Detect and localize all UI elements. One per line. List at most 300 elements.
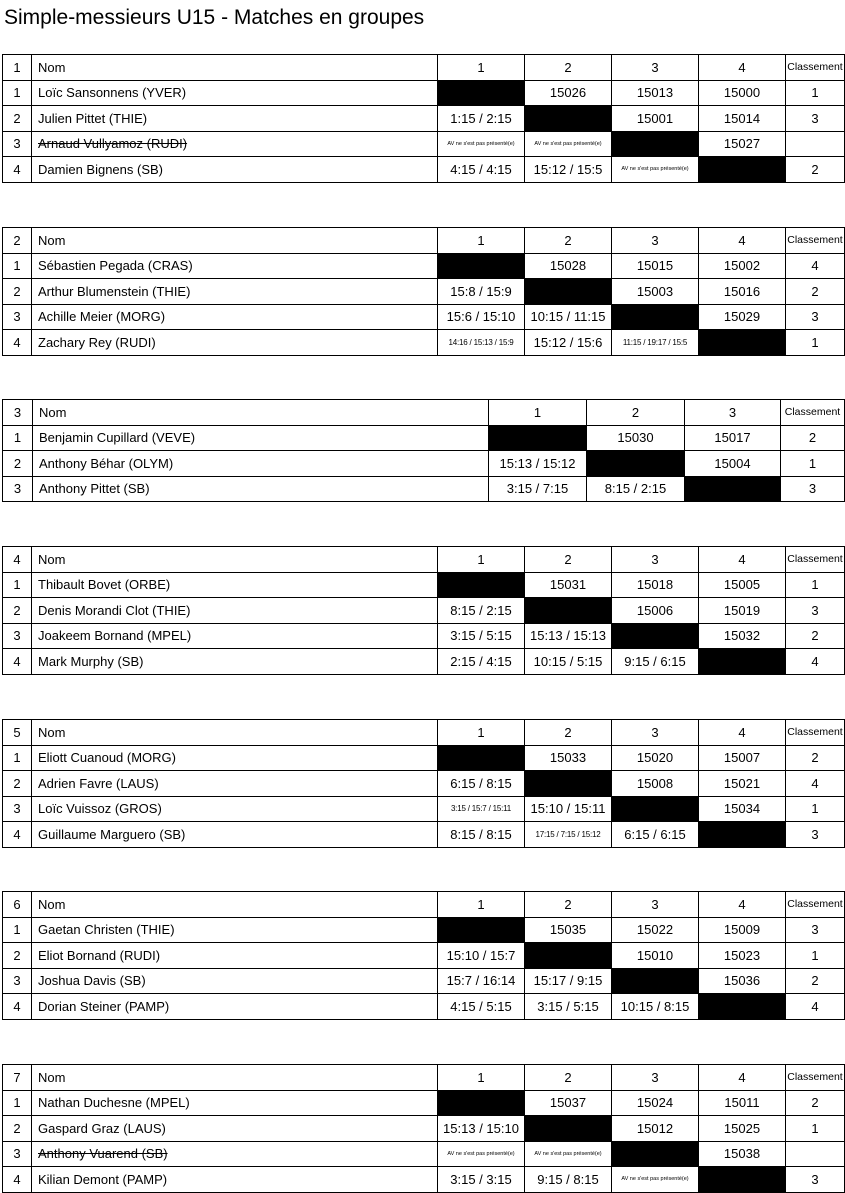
player-rank: 2: [786, 623, 845, 649]
group-table-3: [2, 399, 845, 502]
player-name-cell: [33, 425, 489, 451]
player-position: 4: [3, 1167, 32, 1193]
self-match-blocked-cell: [699, 822, 786, 848]
player-position: 1: [3, 917, 32, 943]
player-name-cell: [32, 80, 438, 106]
match-number-cell: 15016: [699, 279, 786, 305]
match-score-cell: 17:15 / 7:15 / 15:12: [525, 822, 612, 848]
match-number-cell: 15020: [612, 745, 699, 771]
rank-column-header: Classement: [786, 892, 845, 918]
player-name: Nathan Duchesne (MPEL): [38, 1095, 190, 1111]
player-row: [3, 943, 845, 969]
match-number-cell: 15033: [525, 745, 612, 771]
opponent-column-header: 2: [525, 720, 612, 746]
player-row: [3, 106, 845, 132]
self-match-blocked-cell: [525, 598, 612, 624]
player-row: [3, 330, 845, 356]
rank-column-header: Classement: [786, 55, 845, 81]
player-row: [3, 623, 845, 649]
player-name: Adrien Favre (LAUS): [38, 775, 159, 791]
player-name-cell: [32, 623, 438, 649]
player-name-cell: [32, 106, 438, 132]
player-rank: 3: [786, 917, 845, 943]
player-row: [3, 304, 845, 330]
match-score-cell: 6:15 / 8:15: [438, 771, 525, 797]
player-name: Anthony Vuarend (SB): [38, 1146, 168, 1162]
match-score-cell: 15:17 / 9:15: [525, 968, 612, 994]
player-rank: 3: [786, 822, 845, 848]
player-position: 4: [3, 649, 32, 675]
group-number: 3: [3, 400, 33, 426]
opponent-column-header: 1: [438, 892, 525, 918]
self-match-blocked-cell: [612, 1141, 699, 1167]
match-number-cell: 15034: [699, 796, 786, 822]
player-position: 4: [3, 157, 32, 183]
match-number-cell: 15012: [612, 1116, 699, 1142]
opponent-column-header: 3: [612, 228, 699, 254]
match-score-cell: 10:15 / 8:15: [612, 994, 699, 1020]
player-row: [3, 1141, 845, 1167]
group-number: 4: [3, 547, 32, 573]
match-score-cell: 15:13 / 15:13: [525, 623, 612, 649]
player-rank: 4: [786, 994, 845, 1020]
player-position: 4: [3, 994, 32, 1020]
page-title: Simple-messieurs U15 - Matches en groupes: [4, 6, 425, 29]
player-name: Loïc Sansonnens (YVER): [38, 85, 187, 101]
self-match-blocked-cell: [438, 917, 525, 943]
opponent-column-header: 2: [587, 400, 685, 426]
match-number-cell: 15015: [612, 253, 699, 279]
self-match-blocked-cell: [525, 771, 612, 797]
group-number: 1: [3, 55, 32, 81]
player-name: Kilian Demont (PAMP): [38, 1171, 168, 1187]
group-table-1: [2, 54, 845, 183]
player-name-cell: [32, 157, 438, 183]
player-row: [3, 253, 845, 279]
group-table-7: [2, 1064, 845, 1193]
group-header-row: [3, 547, 845, 573]
player-name-cell: [32, 253, 438, 279]
player-rank: 4: [786, 253, 845, 279]
opponent-column-header: 4: [699, 547, 786, 573]
player-rank: 2: [786, 968, 845, 994]
name-column-header: Nom: [32, 547, 438, 573]
player-position: 1: [3, 80, 32, 106]
player-rank: 1: [786, 943, 845, 969]
player-name-cell: [32, 304, 438, 330]
player-position: 3: [3, 476, 33, 502]
group-header-row: [3, 228, 845, 254]
self-match-blocked-cell: [699, 157, 786, 183]
walkover-cell: AV ne s'est pas présenté(e): [612, 157, 699, 183]
player-row: [3, 994, 845, 1020]
player-rank: 4: [786, 649, 845, 675]
opponent-column-header: 3: [685, 400, 781, 426]
player-name: Julien Pittet (THIE): [38, 110, 148, 126]
walkover-cell: AV ne s'est pas présenté(e): [438, 1141, 525, 1167]
match-score-cell: 15:6 / 15:10: [438, 304, 525, 330]
match-score-cell: 15:12 / 15:6: [525, 330, 612, 356]
name-column-header: Nom: [32, 720, 438, 746]
player-position: 3: [3, 796, 32, 822]
player-position: 4: [3, 330, 32, 356]
player-rank: 1: [786, 80, 845, 106]
match-number-cell: 15032: [699, 623, 786, 649]
match-number-cell: 15030: [587, 425, 685, 451]
self-match-blocked-cell: [699, 649, 786, 675]
group-number: 6: [3, 892, 32, 918]
opponent-column-header: 2: [525, 547, 612, 573]
player-row: [3, 796, 845, 822]
player-position: 4: [3, 822, 32, 848]
player-row: [3, 572, 845, 598]
match-score-cell: 8:15 / 8:15: [438, 822, 525, 848]
player-rank: 3: [786, 304, 845, 330]
name-column-header: Nom: [32, 892, 438, 918]
name-column-header: Nom: [32, 1065, 438, 1091]
match-number-cell: 15007: [699, 745, 786, 771]
self-match-blocked-cell: [438, 80, 525, 106]
match-number-cell: 15000: [699, 80, 786, 106]
match-number-cell: 15024: [612, 1090, 699, 1116]
player-rank: 2: [786, 1090, 845, 1116]
self-match-blocked-cell: [438, 1090, 525, 1116]
player-name: Arthur Blumenstein (THIE): [38, 283, 191, 299]
player-rank: 3: [781, 476, 845, 502]
self-match-blocked-cell: [612, 796, 699, 822]
player-rank: 2: [786, 157, 845, 183]
player-name: Benjamin Cupillard (VEVE): [39, 430, 196, 446]
self-match-blocked-cell: [685, 476, 781, 502]
rank-column-header: Classement: [786, 720, 845, 746]
self-match-blocked-cell: [489, 425, 587, 451]
player-position: 3: [3, 1141, 32, 1167]
player-position: 1: [3, 1090, 32, 1116]
player-rank: 3: [786, 106, 845, 132]
match-number-cell: 15025: [699, 1116, 786, 1142]
player-row: [3, 1090, 845, 1116]
opponent-column-header: 4: [699, 892, 786, 918]
match-number-cell: 15029: [699, 304, 786, 330]
player-rank: 3: [786, 598, 845, 624]
match-number-cell: 15031: [525, 572, 612, 598]
player-name-cell: [33, 451, 489, 477]
match-score-cell: 6:15 / 6:15: [612, 822, 699, 848]
player-name-cell: [32, 598, 438, 624]
walkover-cell: AV ne s'est pas présenté(e): [438, 131, 525, 157]
player-row: [3, 649, 845, 675]
match-number-cell: 15014: [699, 106, 786, 132]
rank-column-header: Classement: [781, 400, 845, 426]
self-match-blocked-cell: [438, 745, 525, 771]
player-position: 1: [3, 253, 32, 279]
player-position: 3: [3, 131, 32, 157]
opponent-column-header: 1: [438, 720, 525, 746]
match-number-cell: 15003: [612, 279, 699, 305]
player-name: Zachary Rey (RUDI): [38, 334, 156, 350]
opponent-column-header: 1: [438, 55, 525, 81]
opponent-column-header: 3: [612, 892, 699, 918]
self-match-blocked-cell: [525, 1116, 612, 1142]
player-rank: 1: [786, 796, 845, 822]
player-row: [3, 80, 845, 106]
match-number-cell: 15023: [699, 943, 786, 969]
match-number-cell: 15038: [699, 1141, 786, 1167]
match-number-cell: 15037: [525, 1090, 612, 1116]
player-name: Arnaud Vullyamoz (RUDI): [38, 136, 188, 152]
match-number-cell: 15009: [699, 917, 786, 943]
match-number-cell: 15001: [612, 106, 699, 132]
group-header-row: [3, 892, 845, 918]
player-name-cell: [32, 1090, 438, 1116]
player-position: 3: [3, 623, 32, 649]
player-name: Achille Meier (MORG): [38, 309, 166, 325]
player-name-cell: [33, 476, 489, 502]
player-name-cell: [32, 1116, 438, 1142]
player-name: Eliot Bornand (RUDI): [38, 947, 161, 963]
group-header-row: [3, 1065, 845, 1091]
match-score-cell: 4:15 / 5:15: [438, 994, 525, 1020]
match-number-cell: 15018: [612, 572, 699, 598]
player-name: Joakeem Bornand (MPEL): [38, 628, 192, 644]
player-row: [3, 598, 845, 624]
self-match-blocked-cell: [438, 253, 525, 279]
match-score-cell: 14:16 / 15:13 / 15:9: [438, 330, 525, 356]
player-name: Anthony Béhar (OLYM): [39, 455, 174, 471]
player-rank: 1: [786, 1116, 845, 1142]
player-name-cell: [32, 1167, 438, 1193]
match-number-cell: 15002: [699, 253, 786, 279]
player-name: Thibault Bovet (ORBE): [38, 577, 171, 593]
match-number-cell: 15027: [699, 131, 786, 157]
player-position: 2: [3, 106, 32, 132]
match-score-cell: 8:15 / 2:15: [438, 598, 525, 624]
match-score-cell: 3:15 / 5:15: [525, 994, 612, 1020]
match-score-cell: 15:10 / 15:11: [525, 796, 612, 822]
match-score-cell: 15:8 / 15:9: [438, 279, 525, 305]
opponent-column-header: 2: [525, 892, 612, 918]
match-score-cell: 10:15 / 5:15: [525, 649, 612, 675]
match-score-cell: 3:15 / 7:15: [489, 476, 587, 502]
rank-column-header: Classement: [786, 547, 845, 573]
match-score-cell: 4:15 / 4:15: [438, 157, 525, 183]
match-number-cell: 15022: [612, 917, 699, 943]
match-number-cell: 15019: [699, 598, 786, 624]
player-position: 3: [3, 304, 32, 330]
self-match-blocked-cell: [525, 279, 612, 305]
player-position: 1: [3, 572, 32, 598]
group-table-6: [2, 891, 845, 1020]
opponent-column-header: 4: [699, 55, 786, 81]
name-column-header: Nom: [33, 400, 489, 426]
player-name: Mark Murphy (SB): [38, 653, 144, 669]
match-score-cell: 15:12 / 15:5: [525, 157, 612, 183]
group-number: 7: [3, 1065, 32, 1091]
player-position: 2: [3, 771, 32, 797]
match-number-cell: 15035: [525, 917, 612, 943]
player-name-cell: [32, 943, 438, 969]
match-score-cell: 8:15 / 2:15: [587, 476, 685, 502]
player-name-cell: [32, 131, 438, 157]
group-header-row: [3, 720, 845, 746]
group-header-row: [3, 55, 845, 81]
group-table-2: [2, 227, 845, 356]
match-score-cell: 2:15 / 4:15: [438, 649, 525, 675]
match-number-cell: 15008: [612, 771, 699, 797]
opponent-column-header: 1: [489, 400, 587, 426]
player-row: [3, 745, 845, 771]
player-name-cell: [32, 649, 438, 675]
match-number-cell: 15010: [612, 943, 699, 969]
self-match-blocked-cell: [612, 623, 699, 649]
self-match-blocked-cell: [699, 330, 786, 356]
player-row: [3, 157, 845, 183]
player-name: Denis Morandi Clot (THIE): [38, 602, 191, 618]
opponent-column-header: 2: [525, 228, 612, 254]
player-name-cell: [32, 745, 438, 771]
match-score-cell: 9:15 / 6:15: [612, 649, 699, 675]
match-score-cell: 3:15 / 3:15: [438, 1167, 525, 1193]
match-number-cell: 15036: [699, 968, 786, 994]
match-number-cell: 15017: [685, 425, 781, 451]
self-match-blocked-cell: [699, 994, 786, 1020]
player-name: Guillaume Marguero (SB): [38, 826, 186, 842]
match-number-cell: 15028: [525, 253, 612, 279]
player-row: [3, 822, 845, 848]
player-row: [3, 476, 845, 502]
player-name-cell: [32, 968, 438, 994]
match-number-cell: 15011: [699, 1090, 786, 1116]
player-name-cell: [32, 572, 438, 598]
match-score-cell: 15:10 / 15:7: [438, 943, 525, 969]
player-name: Gaspard Graz (LAUS): [38, 1120, 166, 1136]
player-rank: 1: [786, 572, 845, 598]
opponent-column-header: 2: [525, 1065, 612, 1091]
group-number: 2: [3, 228, 32, 254]
player-row: [3, 968, 845, 994]
player-position: 1: [3, 425, 33, 451]
player-rank: [786, 1141, 845, 1167]
player-name: Gaetan Christen (THIE): [38, 922, 175, 938]
player-row: [3, 771, 845, 797]
opponent-column-header: 3: [612, 55, 699, 81]
match-score-cell: 11:15 / 19:17 / 15:5: [612, 330, 699, 356]
player-name: Eliott Cuanoud (MORG): [38, 750, 176, 766]
player-row: [3, 425, 845, 451]
walkover-cell: AV ne s'est pas présenté(e): [525, 1141, 612, 1167]
self-match-blocked-cell: [525, 106, 612, 132]
player-row: [3, 1116, 845, 1142]
walkover-cell: AV ne s'est pas présenté(e): [525, 131, 612, 157]
self-match-blocked-cell: [438, 572, 525, 598]
rank-column-header: Classement: [786, 1065, 845, 1091]
self-match-blocked-cell: [612, 968, 699, 994]
player-row: [3, 451, 845, 477]
player-position: 1: [3, 745, 32, 771]
match-number-cell: 15005: [699, 572, 786, 598]
player-rank: 2: [786, 745, 845, 771]
group-table-5: [2, 719, 845, 848]
player-rank: 1: [781, 451, 845, 477]
opponent-column-header: 4: [699, 720, 786, 746]
player-row: [3, 1167, 845, 1193]
group-header-row: [3, 400, 845, 426]
match-score-cell: 3:15 / 15:7 / 15:11: [438, 796, 525, 822]
self-match-blocked-cell: [587, 451, 685, 477]
group-number: 5: [3, 720, 32, 746]
match-score-cell: 15:13 / 15:10: [438, 1116, 525, 1142]
player-name: Dorian Steiner (PAMP): [38, 998, 170, 1014]
player-name-cell: [32, 771, 438, 797]
player-position: 3: [3, 968, 32, 994]
match-score-cell: 15:13 / 15:12: [489, 451, 587, 477]
player-name: Sébastien Pegada (CRAS): [38, 258, 193, 274]
opponent-column-header: 3: [612, 1065, 699, 1091]
player-rank: 2: [781, 425, 845, 451]
opponent-column-header: 1: [438, 547, 525, 573]
opponent-column-header: 4: [699, 228, 786, 254]
self-match-blocked-cell: [612, 304, 699, 330]
player-position: 2: [3, 1116, 32, 1142]
player-name-cell: [32, 1141, 438, 1167]
player-rank: [786, 131, 845, 157]
player-position: 2: [3, 943, 32, 969]
player-row: [3, 917, 845, 943]
player-name-cell: [32, 994, 438, 1020]
player-rank: 4: [786, 771, 845, 797]
player-name: Anthony Pittet (SB): [39, 481, 150, 497]
match-number-cell: 15006: [612, 598, 699, 624]
match-score-cell: 3:15 / 5:15: [438, 623, 525, 649]
opponent-column-header: 3: [612, 547, 699, 573]
player-rank: 3: [786, 1167, 845, 1193]
player-name-cell: [32, 796, 438, 822]
opponent-column-header: 3: [612, 720, 699, 746]
match-score-cell: 10:15 / 11:15: [525, 304, 612, 330]
match-number-cell: 15004: [685, 451, 781, 477]
player-rank: 1: [786, 330, 845, 356]
walkover-cell: AV ne s'est pas présenté(e): [612, 1167, 699, 1193]
opponent-column-header: 2: [525, 55, 612, 81]
self-match-blocked-cell: [699, 1167, 786, 1193]
player-name-cell: [32, 822, 438, 848]
match-number-cell: 15021: [699, 771, 786, 797]
player-name: Damien Bignens (SB): [38, 161, 163, 177]
opponent-column-header: 1: [438, 228, 525, 254]
player-name-cell: [32, 330, 438, 356]
match-score-cell: 15:7 / 16:14: [438, 968, 525, 994]
match-number-cell: 15013: [612, 80, 699, 106]
player-name-cell: [32, 279, 438, 305]
match-score-cell: 1:15 / 2:15: [438, 106, 525, 132]
rank-column-header: Classement: [786, 228, 845, 254]
self-match-blocked-cell: [525, 943, 612, 969]
self-match-blocked-cell: [612, 131, 699, 157]
player-rank: 2: [786, 279, 845, 305]
opponent-column-header: 1: [438, 1065, 525, 1091]
player-name-cell: [32, 917, 438, 943]
player-position: 2: [3, 279, 32, 305]
name-column-header: Nom: [32, 55, 438, 81]
name-column-header: Nom: [32, 228, 438, 254]
group-table-4: [2, 546, 845, 675]
player-name: Loïc Vuissoz (GROS): [38, 801, 162, 817]
match-score-cell: 9:15 / 8:15: [525, 1167, 612, 1193]
match-number-cell: 15026: [525, 80, 612, 106]
player-row: [3, 131, 845, 157]
player-position: 2: [3, 451, 33, 477]
player-name: Joshua Davis (SB): [38, 973, 146, 989]
